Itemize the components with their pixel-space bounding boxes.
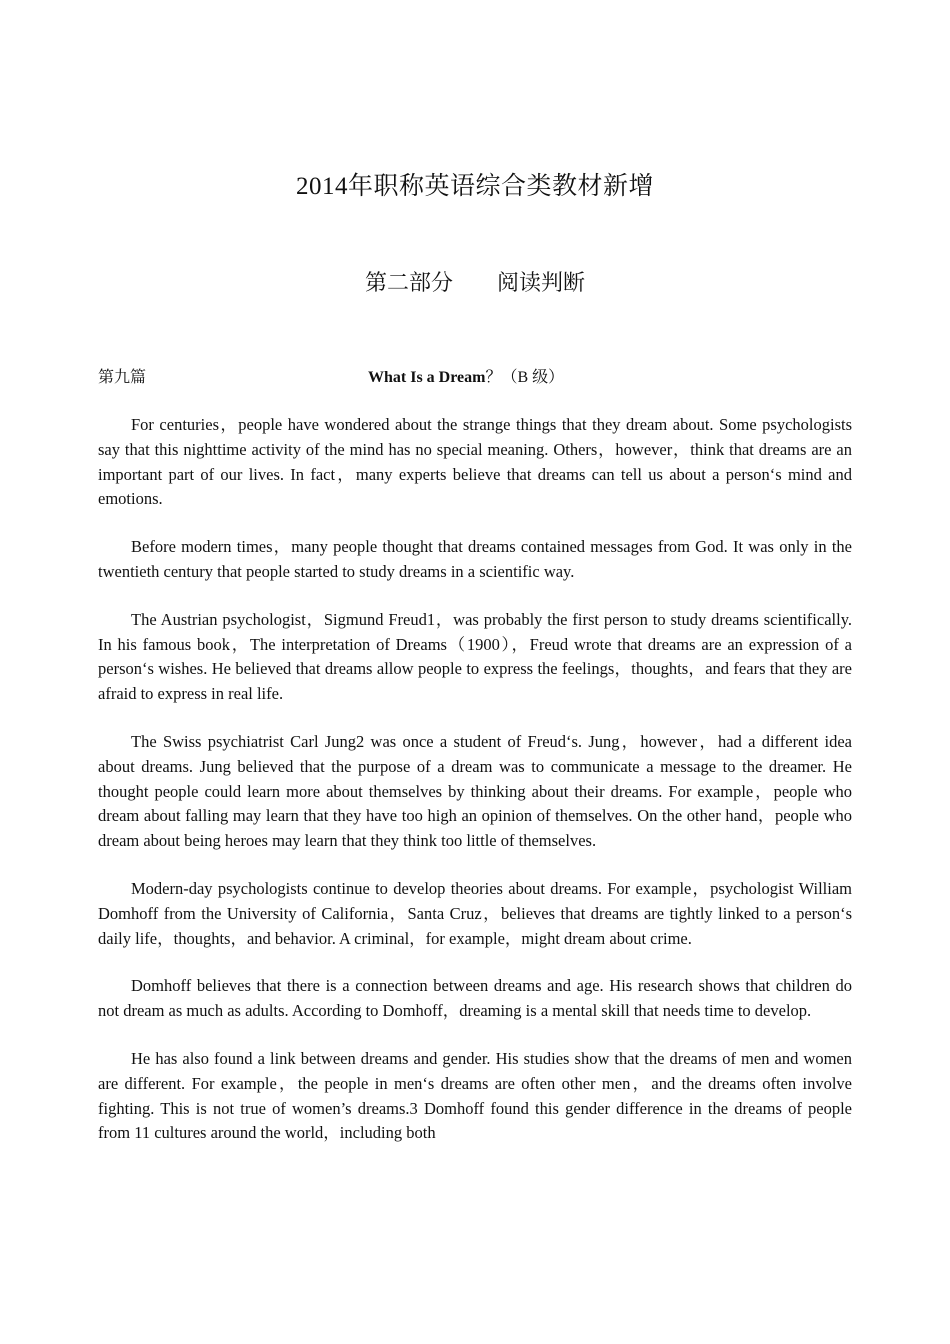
paragraph: Before modern times，many people thought that dreams contained messages from God. It was only in the twentieth century that people started to study dreams in a scientific way.: [98, 537, 852, 581]
article-title-level: ？（B 级）: [485, 369, 565, 386]
document-title: 2014年职称英语综合类教材新增: [295, 173, 654, 200]
article-title-english: What Is a Dream: [368, 369, 486, 386]
article-header: [98, 364, 852, 388]
article-number: 第九篇: [98, 369, 147, 386]
paragraph: The Austrian psychologist，Sigmund Freud1，was probably the first person to study dreams scientifically. In his famous book，The interpretation of Dreams（1900），Freud wrote that dreams are an expression of a person‘s wishes. He believed that dreams allow people to express the feelings，thoughts，and fears that they are afraid to express in real life.: [98, 609, 852, 704]
article-body: [98, 413, 852, 1169]
paragraph: He has also found a link between dreams and gender. His studies show that the dreams of men and women are different. For example，the people in men‘s dreams are often other men，and the dreams often involve fighting. This is not true of women’s dreams.3 Domhoff found this gender difference in the dreams of people from 11 cultures around the world，including both: [98, 1048, 852, 1143]
section-title: 第二部分 阅读判断: [364, 270, 585, 295]
paragraph: The Swiss psychiatrist Carl Jung2 was once a student of Freud‘s. Jung，however，had a different idea about dreams. Jung believed that the purpose of a dream was to communicate a message to the dreamer. He thought people could learn more about themselves by thinking about their dreams. For example，people who dream about falling may learn that they have too high an opinion of themselves. On the other hand，people who dream about being heroes may learn that they think too little of themselves.: [98, 731, 852, 851]
paragraph: Domhoff believes that there is a connection between dreams and age. His research shows that children do not dream as much as adults. According to Domhoff，dreaming is a mental skill that needs time to develop.: [98, 976, 852, 1021]
article-title: [368, 364, 564, 387]
paragraph: For centuries，people have wondered about the strange things that they dream about. Some psychologists say that this nighttime activity of the mind has no special meaning. Others，however，think that dreams are an important part of our lives. In fact，many experts believe that dreams can tell us about a person‘s mind and emotions.: [98, 415, 852, 509]
paragraph: Modern-day psychologists continue to develop theories about dreams. For example，psychologist William Domhoff from the University of California，Santa Cruz，believes that dreams are tightly linked to a person‘s daily life，thoughts，and behavior. A criminal，for example，might dream about crime.: [98, 878, 852, 948]
